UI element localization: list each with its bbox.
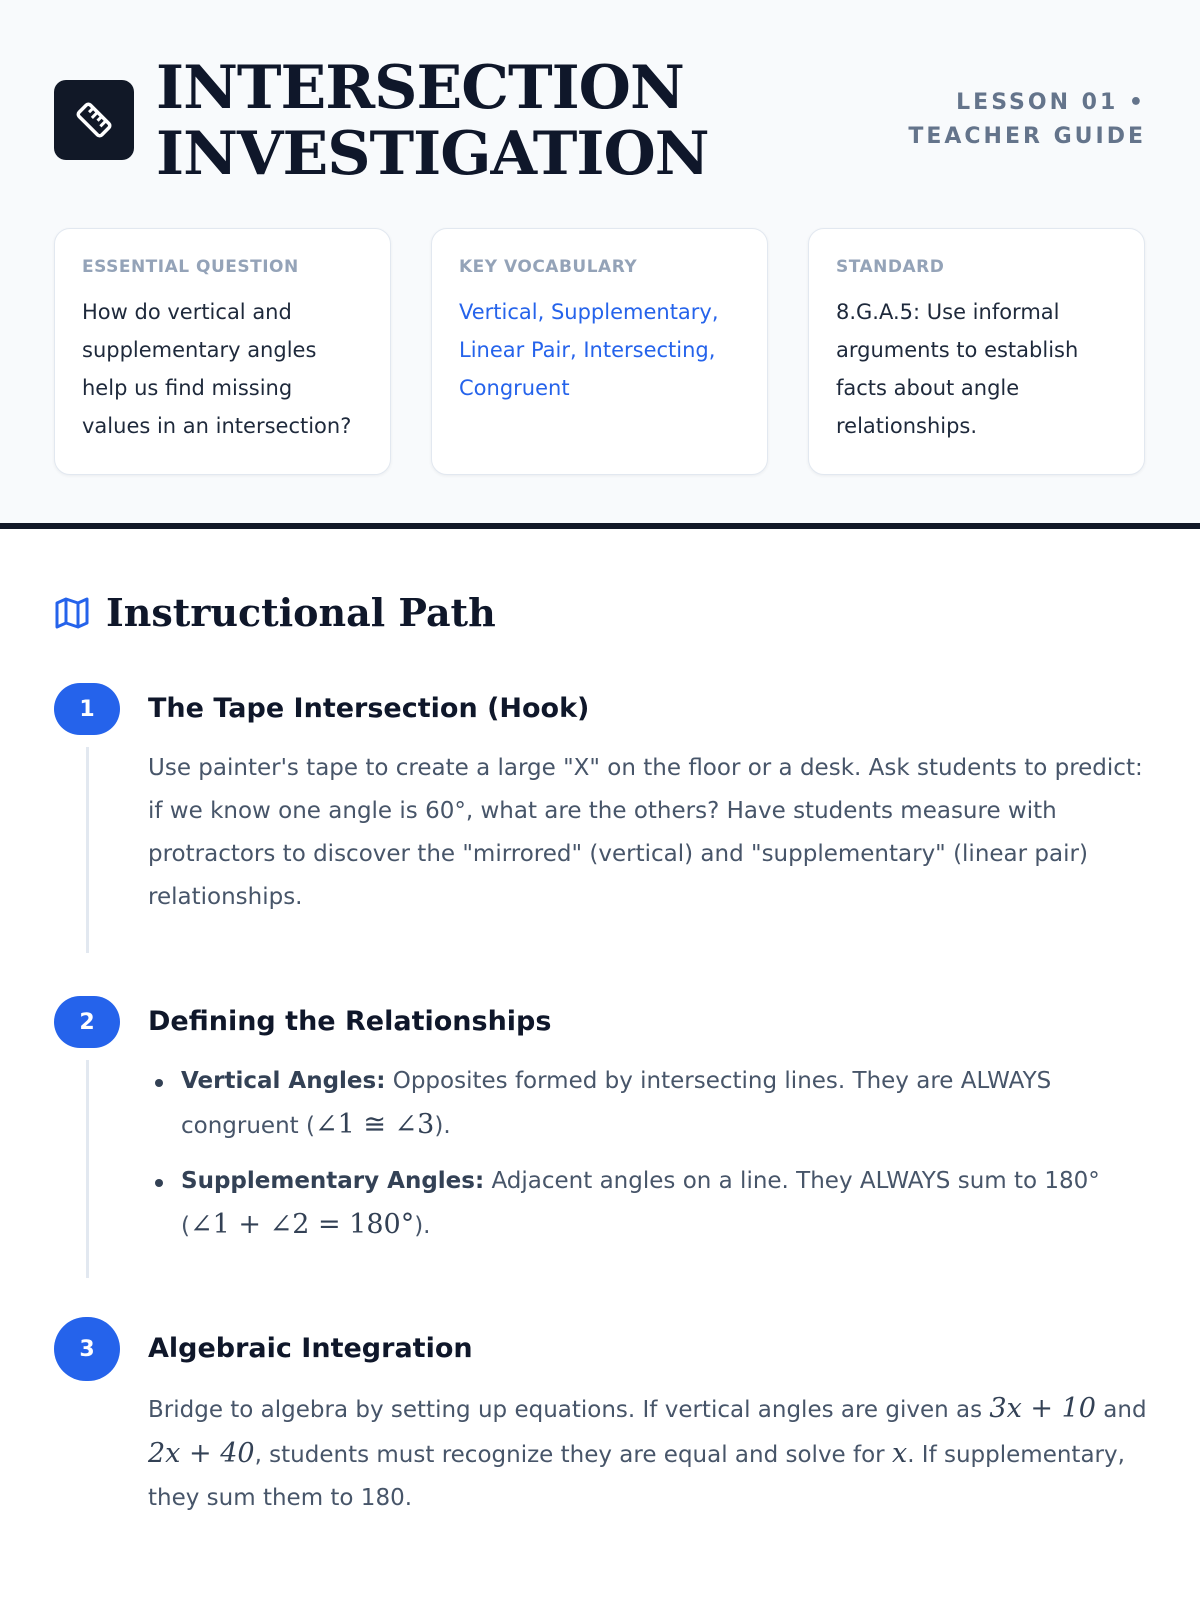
step-connector bbox=[86, 747, 89, 953]
map-icon bbox=[54, 595, 90, 631]
section-heading bbox=[54, 590, 496, 635]
math-expression: 2x + 40 bbox=[148, 1438, 255, 1469]
step-1 bbox=[54, 683, 1154, 996]
text: , students must recognize they are equal and solve for bbox=[254, 1442, 892, 1468]
step-connector bbox=[86, 1060, 89, 1278]
step-body bbox=[148, 1387, 1154, 1520]
text: Bridge to algebra by setting up equations. If vertical angles are given as bbox=[148, 1397, 990, 1423]
math-expression: ∠1 + ∠2 = 180° bbox=[189, 1209, 415, 1240]
term: Vertical Angles: bbox=[181, 1068, 386, 1094]
step-title: Defining the Relationships bbox=[148, 1006, 552, 1037]
definition: Opposites formed by intersecting lines. They are ALWAYS congruent ( bbox=[181, 1068, 1052, 1139]
text: and bbox=[1095, 1397, 1147, 1423]
math-expression: ∠1 ≅ ∠3 bbox=[314, 1109, 435, 1140]
standard-card bbox=[808, 228, 1145, 475]
step-title: The Tape Intersection (Hook) bbox=[148, 693, 590, 724]
step-3 bbox=[54, 1323, 1154, 1520]
suffix: ). bbox=[434, 1113, 451, 1139]
section-title: Instructional Path bbox=[106, 590, 496, 635]
lesson-header bbox=[0, 0, 1200, 529]
card-text: 8.G.A.5: Use informal arguments to establish facts about angle relationships. bbox=[836, 300, 1079, 438]
step-number: 3 bbox=[54, 1317, 120, 1381]
text: . If supplementary, they sum them to 180. bbox=[148, 1442, 1125, 1511]
summary-cards bbox=[54, 228, 1145, 475]
essential-question-card bbox=[54, 228, 391, 475]
definition: Adjacent angles on a line. They ALWAYS sum to 180° ( bbox=[181, 1168, 1100, 1239]
card-label: STANDARD bbox=[836, 257, 945, 277]
title-line-2: INVESTIGATION bbox=[156, 119, 709, 189]
step-2 bbox=[54, 996, 1154, 1323]
card-label: ESSENTIAL QUESTION bbox=[82, 257, 299, 277]
lesson-meta: LESSON 01 • TEACHER GUIDE bbox=[908, 90, 1146, 149]
relationship-list bbox=[148, 1060, 1154, 1248]
card-text: How do vertical and supplementary angles help us find missing values in an intersection? bbox=[82, 300, 352, 438]
brand bbox=[54, 55, 709, 187]
card-text: Vertical, Supplementary, Linear Pair, Intersecting, Congruent bbox=[459, 300, 719, 400]
step-title: Algebraic Integration bbox=[148, 1333, 473, 1364]
suffix: ). bbox=[414, 1213, 431, 1239]
step-number: 1 bbox=[54, 683, 120, 735]
key-vocabulary-card bbox=[431, 228, 768, 475]
card-label: KEY VOCABULARY bbox=[459, 257, 638, 277]
math-expression: 3x + 10 bbox=[989, 1393, 1096, 1424]
list-item bbox=[148, 1160, 1154, 1248]
ruler-icon bbox=[54, 80, 134, 160]
page-title bbox=[156, 55, 709, 187]
list-item bbox=[148, 1060, 1154, 1148]
step-number: 2 bbox=[54, 996, 120, 1048]
step-body: Use painter's tape to create a large "X" on the floor or a desk. Ask students to predict: if we know one angle is 60°, what are the others? Have students measure with protractors to discover the "mirrored" (vertical) and "supplementary" (linear pair) relationships. bbox=[148, 755, 1143, 910]
math-expression: x bbox=[891, 1438, 908, 1469]
term: Supplementary Angles: bbox=[181, 1168, 485, 1194]
instructional-steps bbox=[54, 683, 1154, 1520]
title-line-1: INTERSECTION bbox=[156, 53, 684, 123]
